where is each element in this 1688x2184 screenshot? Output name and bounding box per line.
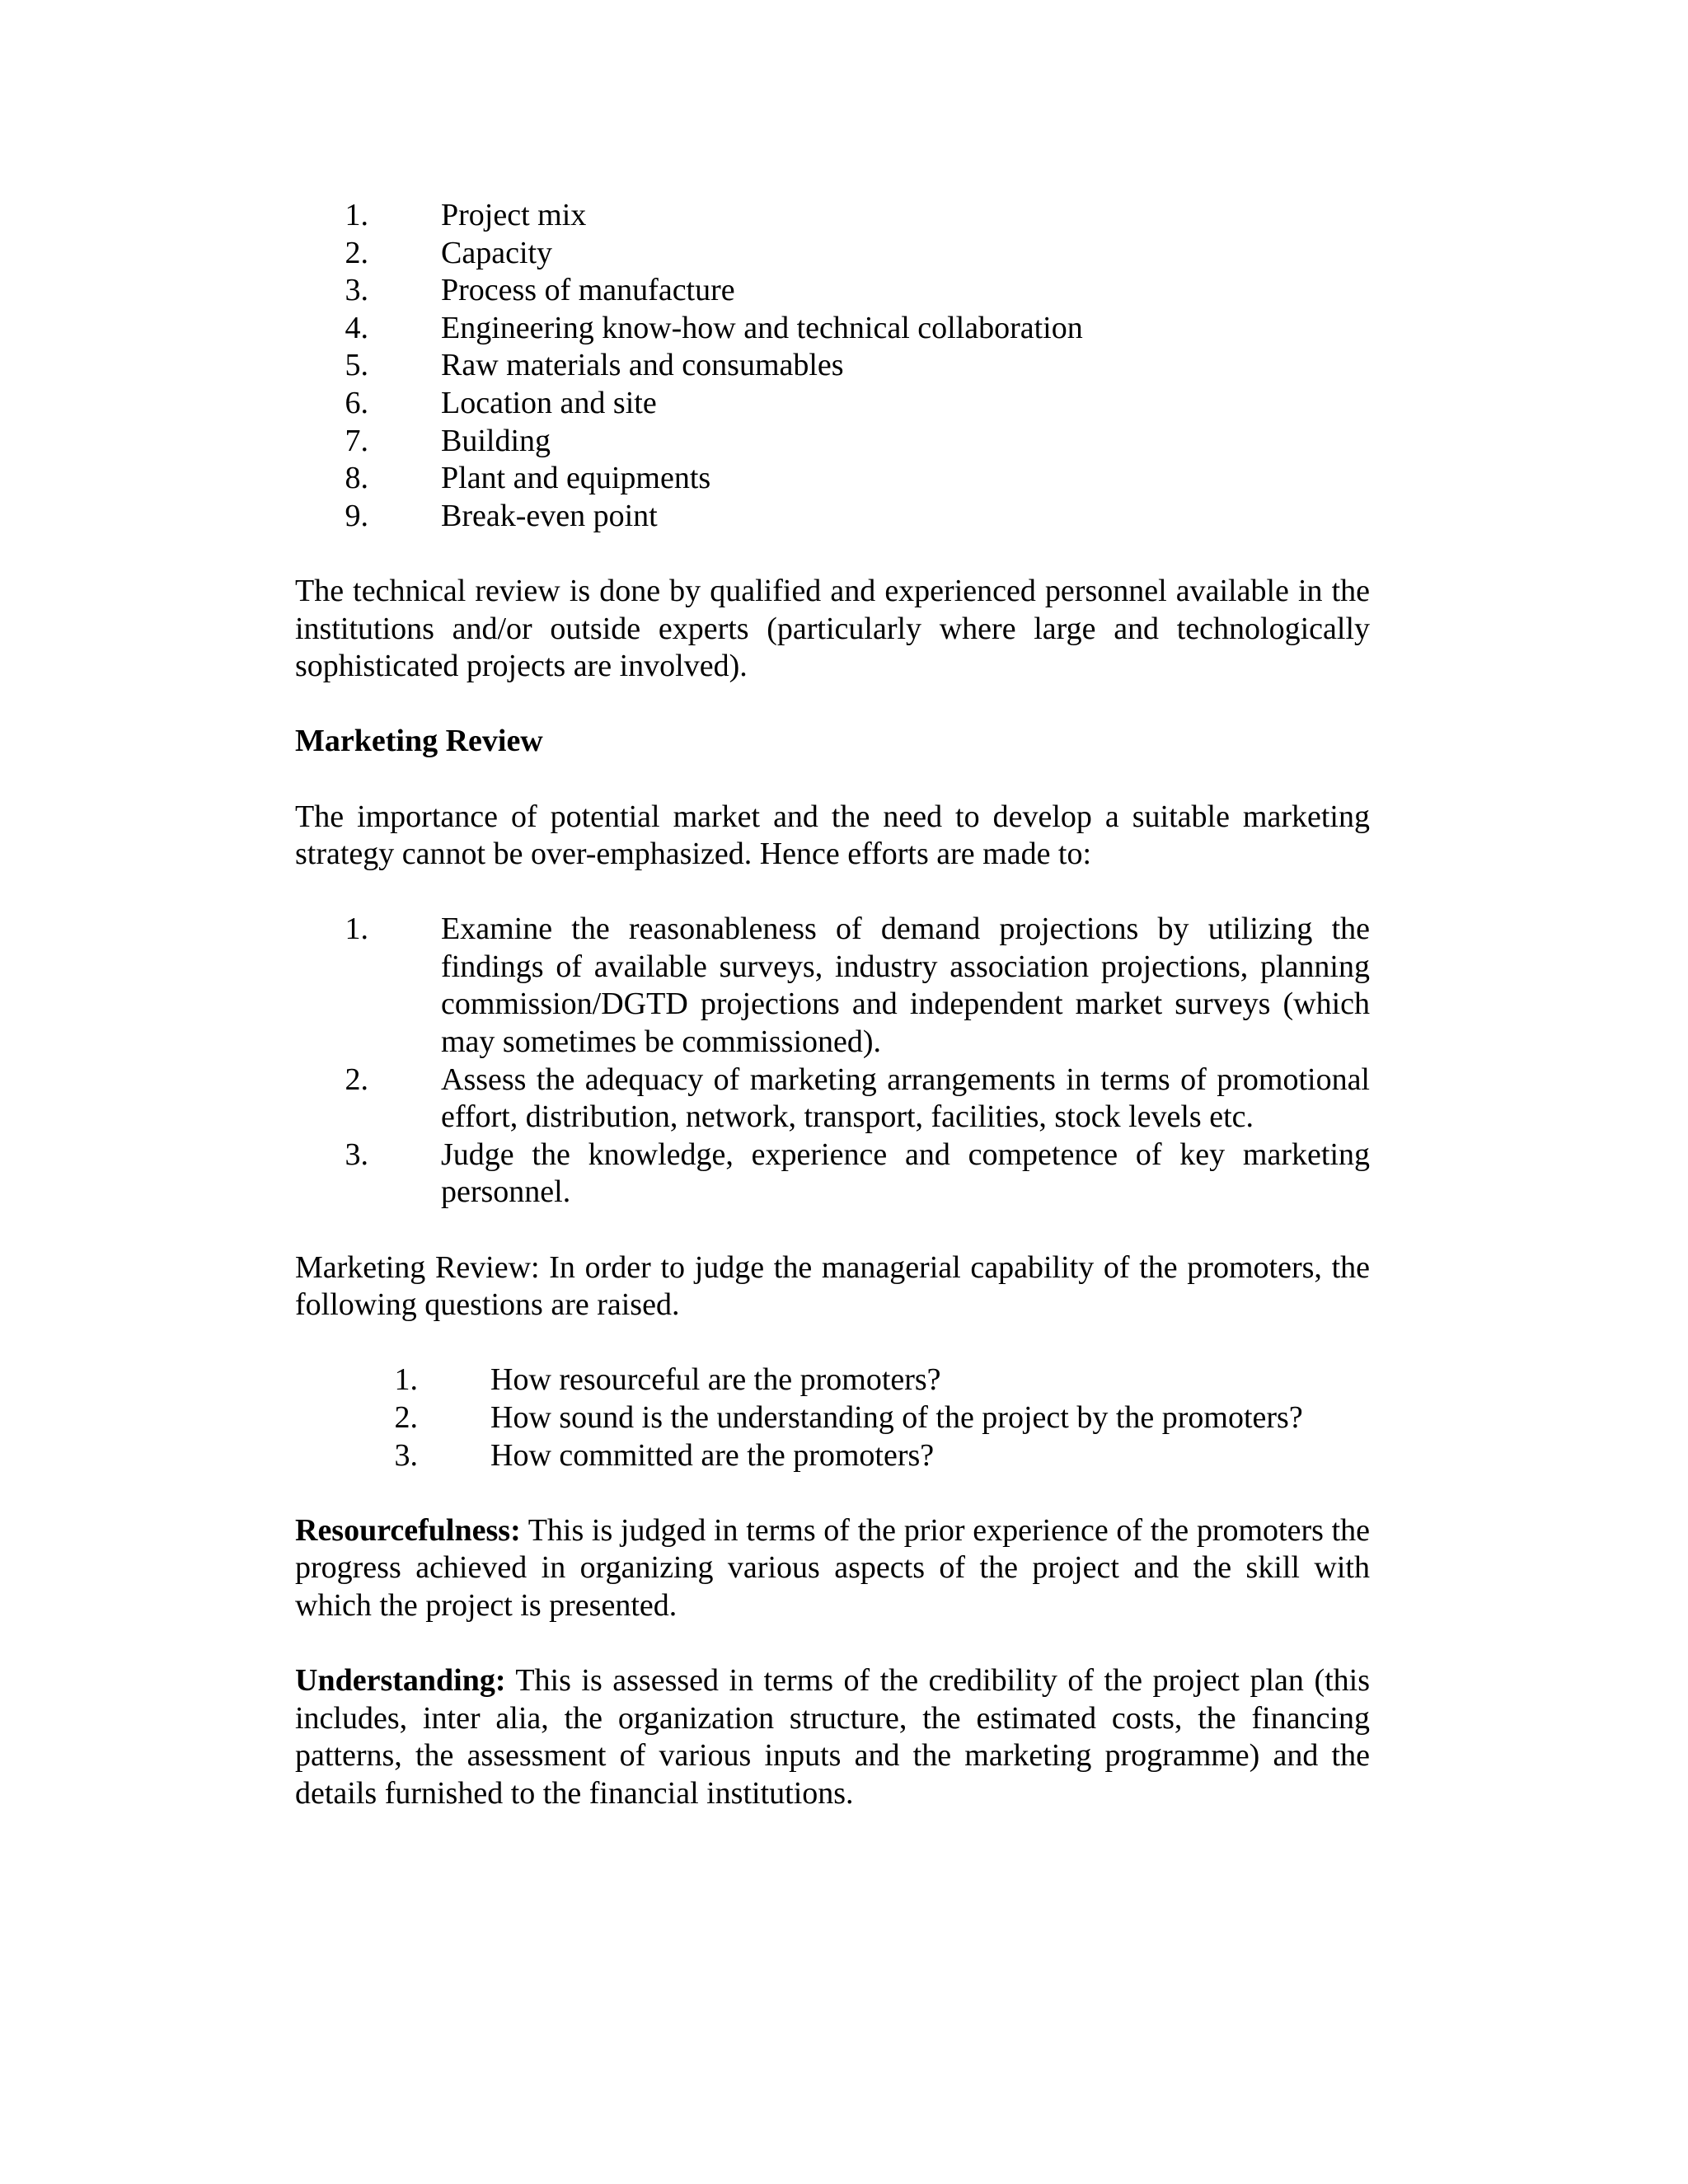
spacer — [295, 761, 1370, 799]
item-text: Plant and equipments — [441, 461, 711, 496]
item-text: Location and site — [441, 385, 657, 420]
item-number: 1. — [345, 912, 368, 947]
resourcefulness-paragraph — [295, 1512, 1370, 1625]
spacer — [295, 686, 1370, 724]
item-number: 4. — [345, 310, 368, 345]
list-item — [295, 310, 1370, 348]
list-item — [295, 197, 1370, 235]
item-text: Process of manufacture — [441, 273, 735, 308]
item-text: How committed are the promoters? — [490, 1437, 935, 1473]
list-item — [345, 1399, 1370, 1437]
item-number: 1. — [394, 1362, 418, 1398]
item-text: Examine the reasonableness of demand projections by utilizing the findings of available surveys, industry association projections, planning commission/DGTD projections and independent market surveys (which may sometimes be commissioned). — [441, 912, 1370, 1060]
resourcefulness-text: This is judged in terms of the prior experience of the promoters the progress achieved in organizing various aspects of the project and the skill with which the project is presented. — [295, 1512, 1370, 1623]
item-number: 2. — [345, 1062, 368, 1097]
item-number: 2. — [394, 1400, 418, 1435]
list-item — [295, 272, 1370, 310]
list-item — [295, 385, 1370, 423]
item-number: 2. — [345, 235, 368, 270]
item-number: 7. — [345, 423, 368, 458]
list-item — [295, 1062, 1370, 1137]
marketing-intro-paragraph: The importance of potential market and the need to develop a suitable marketing strategy cannot be over-emphasized. Hence efforts are made to: — [295, 799, 1370, 872]
item-number: 8. — [345, 461, 368, 496]
list-item — [295, 347, 1370, 385]
technical-items-list — [295, 197, 1370, 535]
list-item — [295, 423, 1370, 461]
item-number: 3. — [345, 1137, 368, 1172]
spacer — [295, 1324, 1370, 1362]
resourcefulness-label: Resourcefulness: — [295, 1512, 521, 1548]
spacer — [295, 535, 1370, 573]
item-text: Capacity — [441, 235, 553, 270]
list-item — [295, 235, 1370, 273]
item-number: 5. — [345, 348, 368, 383]
page-content — [295, 197, 1370, 1813]
understanding-paragraph — [295, 1662, 1370, 1812]
marketing-items-list — [295, 911, 1370, 1212]
item-text: Break-even point — [441, 498, 658, 533]
understanding-label: Understanding: — [295, 1663, 506, 1699]
marketing-review-heading: Marketing Review — [295, 724, 543, 759]
item-text: How resourceful are the promoters? — [490, 1362, 941, 1398]
item-text: How sound is the understanding of the project by the promoters? — [490, 1400, 1303, 1435]
spacer — [295, 1474, 1370, 1512]
spacer — [295, 1212, 1370, 1249]
technical-review-paragraph: The technical review is done by qualified and experienced personnel available in the institutions and/or outside experts (particularly where large and technologically sophisticated projects are involved). — [295, 573, 1370, 684]
list-item — [295, 460, 1370, 498]
list-item — [345, 1361, 1370, 1399]
item-text: Building — [441, 423, 551, 458]
item-number: 6. — [345, 385, 368, 420]
item-number: 3. — [345, 273, 368, 308]
questions-list — [345, 1361, 1370, 1474]
managerial-capability-paragraph: Marketing Review: In order to judge the managerial capability of the promoters, the following questions are raised. — [295, 1249, 1370, 1323]
list-item — [295, 498, 1370, 536]
item-text: Raw materials and consumables — [441, 348, 844, 383]
item-text: Engineering know-how and technical collaboration — [441, 310, 1083, 345]
item-number: 9. — [345, 498, 368, 533]
list-item — [295, 911, 1370, 1061]
item-number: 1. — [345, 198, 368, 232]
item-text: Assess the adequacy of marketing arrangements in terms of promotional effort, distribution, network, transport, facilities, stock levels etc. — [441, 1062, 1370, 1135]
item-text: Judge the knowledge, experience and competence of key marketing personnel. — [441, 1137, 1370, 1210]
item-text: Project mix — [441, 198, 587, 232]
spacer — [295, 1625, 1370, 1663]
list-item — [295, 1137, 1370, 1212]
list-item — [345, 1437, 1370, 1475]
spacer — [295, 874, 1370, 912]
understanding-text: This is assessed in terms of the credibility of the project plan (this includes, inter alia, the organization structure, the estimated costs, the financing patterns, the assessment of various inputs and the marketing programme) and the details furnished to the financial institutions. — [295, 1663, 1370, 1811]
item-number: 3. — [394, 1437, 418, 1473]
